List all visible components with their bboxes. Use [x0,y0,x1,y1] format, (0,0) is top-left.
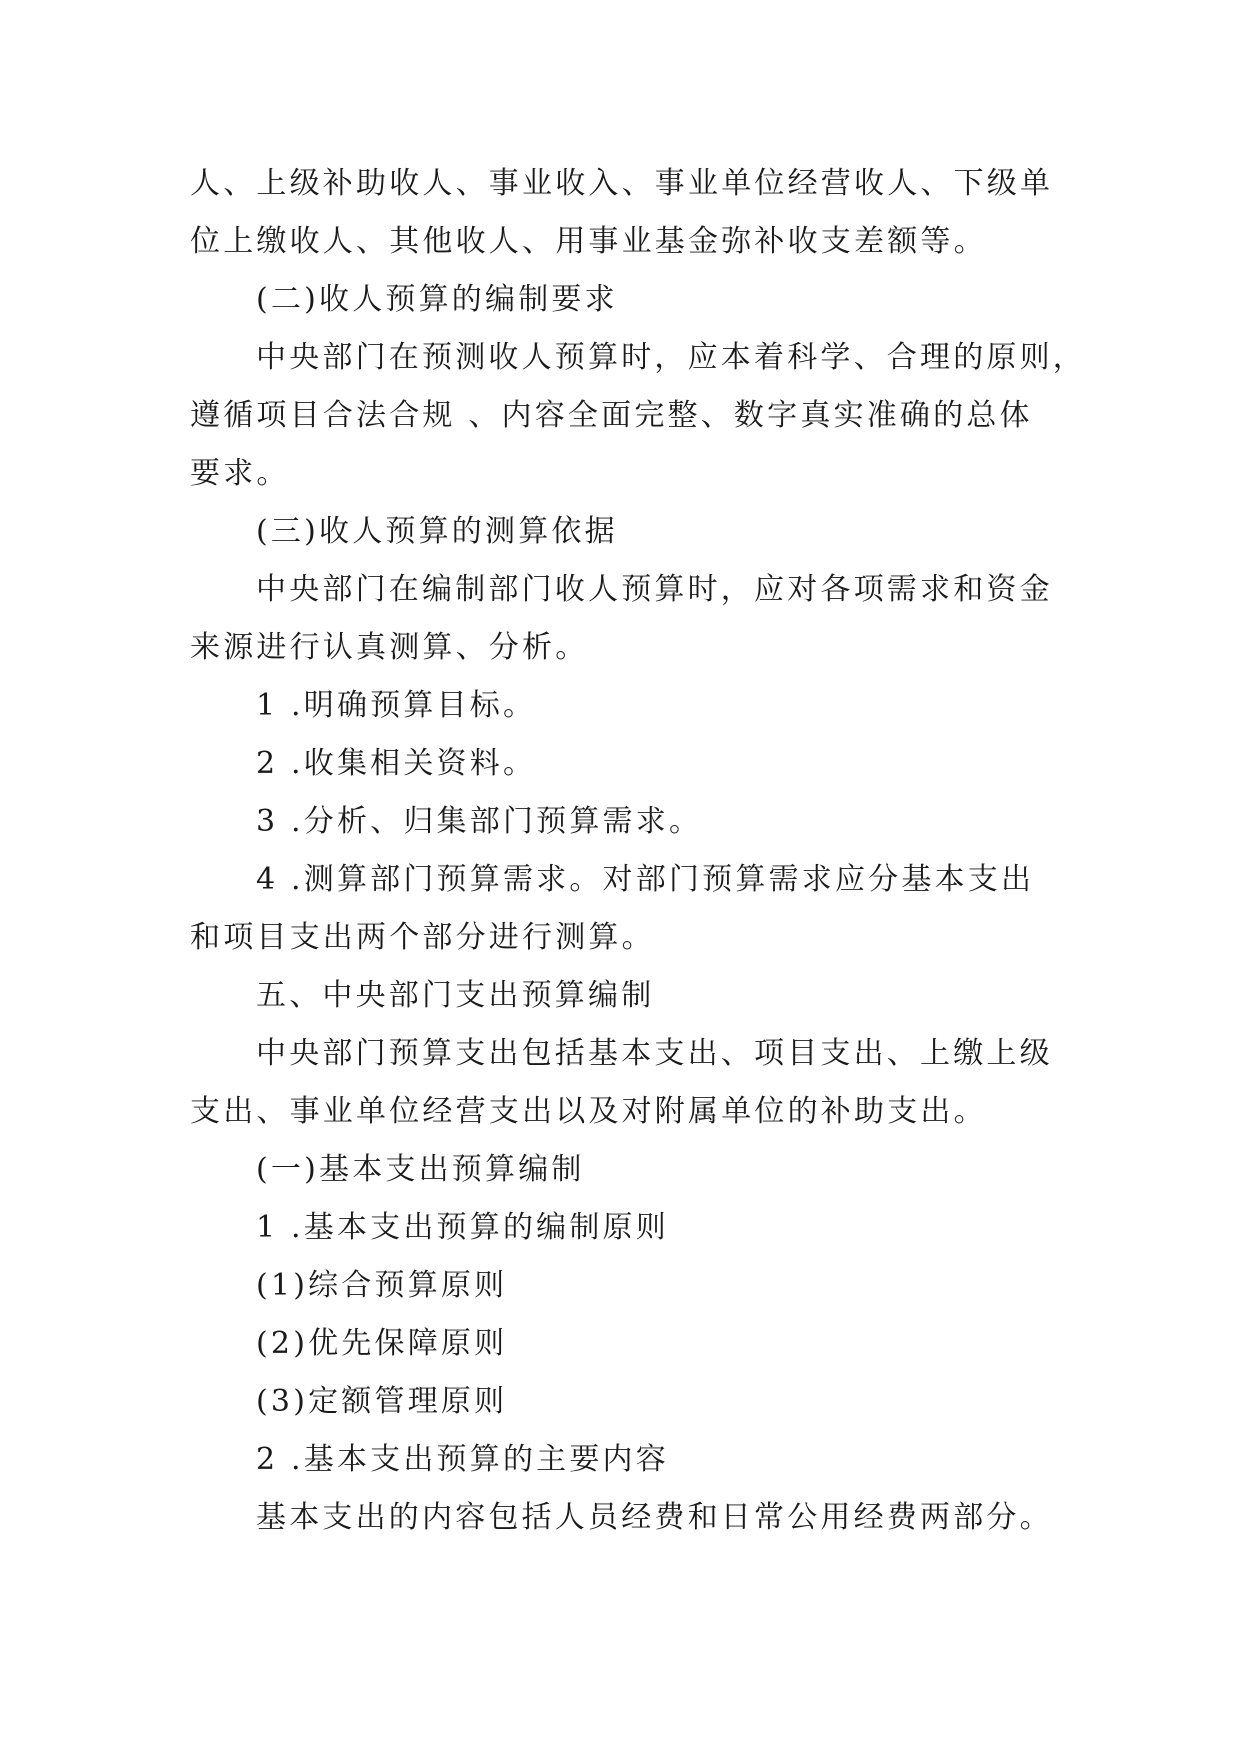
list-item: (1)综合预算原则 [256,1268,508,1303]
list-item: 4 .测算部门预算需求。对部门预算需求应分基本支出 [256,862,1035,897]
body-text-line: 来源进行认真测算、分析。 [190,630,589,665]
body-text-line: 基本支出的内容包括人员经费和日常公用经费两部分。 [256,1500,1053,1535]
body-text-line: 遵循项目合法合规 、内容全面完整、数字真实准确的总体 [190,398,1033,433]
list-item: 3 .分析、归集部门预算需求。 [256,804,703,839]
body-text-line: 支出、事业单位经营支出以及对附属单位的补助支出。 [190,1094,987,1129]
list-item: (3)定额管理原则 [256,1384,508,1419]
section-heading: (二)收人预算的编制要求 [256,282,618,317]
list-item: 2 .收集相关资料。 [256,746,537,781]
body-text-line: 人、上级补助收人、事业收入、事业单位经营收人、下级单 [190,166,1054,201]
body-text-line: 要求。 [190,456,290,491]
body-text-line: 中央部门在预测收人预算时，应本着科学、合理的原则， [256,340,1086,375]
list-item: 1 .明确预算目标。 [256,688,537,723]
body-text-line: 中央部门在编制部门收人预算时，应对各项需求和资金 [256,572,1053,607]
body-text-line: 中央部门预算支出包括基本支出、项目支出、上缴上级 [256,1036,1053,1071]
list-item: (2)优先保障原则 [256,1326,508,1361]
list-item: 2 .基本支出预算的主要内容 [256,1442,669,1477]
body-text-line: 和项目支出两个部分进行测算。 [190,920,655,955]
list-item: 1 .基本支出预算的编制原则 [256,1210,669,1245]
section-heading: (一)基本支出预算编制 [256,1152,585,1187]
body-text-line: 位上缴收人、其他收人、用事业基金弥补收支差额等。 [190,224,987,259]
section-heading: (三)收人预算的测算依据 [256,514,618,549]
section-heading: 五、中央部门支出预算编制 [256,978,655,1013]
